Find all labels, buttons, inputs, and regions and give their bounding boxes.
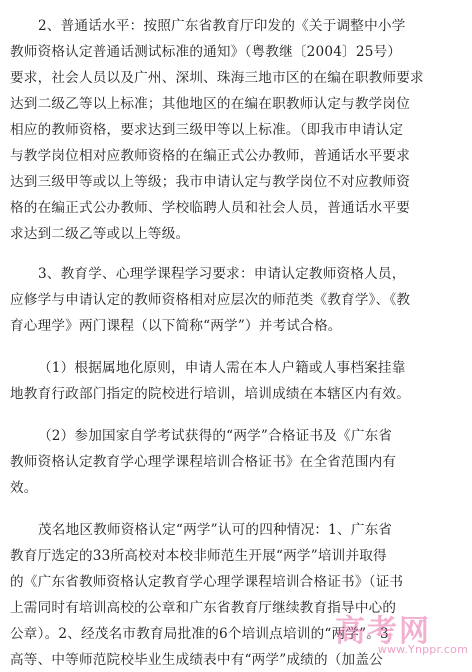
document-line: 教育厅选定的33所高校对本校非师范生开展“两学”培训并取得	[10, 548, 387, 564]
document-line: 效。	[10, 480, 38, 496]
document-line: 格的在编正式公办教师、学校临聘人员和社会人员，普通话水平要	[10, 200, 411, 216]
document-line: 茂名地区教师资格认定“两学”认可的四种情况：1、广东省	[38, 522, 393, 538]
document-line: （1）根据属地化原则，申请人需在本人户籍或人事档案挂靠	[38, 360, 406, 376]
document-line: 教师资格认定教育学心理学课程培训合格证书》在全省范围内有	[10, 454, 397, 470]
document-line: 要求，社会人员以及广州、深圳、珠海三地市区的在编在职教师要求	[10, 70, 424, 86]
document-line: 2、普通话水平：按照广东省教育厅印发的《关于调整中小学	[38, 18, 406, 34]
document-line: 与教学岗位相对应教师资格的在编正式公办教师，普通话水平要求	[10, 148, 411, 164]
document-line: 公章）。2、经茂名市教育局批准的6个培训点培训的“两学”。3	[10, 626, 389, 642]
document-line: （2）参加国家自学考试获得的“两学”合格证书及《广东省	[38, 428, 393, 444]
document-line: 应修学与申请认定的教师资格相对应层次的师范类《教育学》、《教	[10, 292, 411, 308]
document-line: 3、教育学、心理学课程学习要求：申请认定教师资格人员，	[38, 266, 406, 282]
document-line: 达到二级乙等以上标准；其他地区的在编在职教师认定与教学岗位	[10, 96, 411, 112]
document-line: 教师资格认定普通话测试标准的通知》（粤教继〔2004〕25号）	[10, 44, 402, 60]
document-line: 上需同时有培训高校的公章和广东省教育厅继续教育指导中心的	[10, 600, 397, 616]
watermark-url: www.Ynppr.com	[377, 643, 468, 656]
watermark-logo-text: 高考网	[335, 614, 431, 649]
document-line: 地教育行政部门指定的院校进行培训，培训成绩在本辖区内有效。	[10, 386, 411, 402]
document-line: 的《广东省教师资格认定教育学心理学课程培训合格证书》（证书	[10, 574, 404, 590]
document-line: 求达到二级乙等或以上等级。	[10, 226, 190, 242]
document-line: 相应的教师资格，要求达到三级甲等以上标准。（即我市申请认定	[10, 122, 404, 138]
document-line: 高等、中等师范院校毕业生成绩表中有“两学”成绩的（加盖公	[10, 652, 383, 668]
document-line: 育心理学》两门课程（以下简称“两学”）并考试合格。	[10, 318, 342, 334]
document-line: 达到三级甲等或以上等级；我市申请认定与教学岗位不对应教师资	[10, 174, 411, 190]
